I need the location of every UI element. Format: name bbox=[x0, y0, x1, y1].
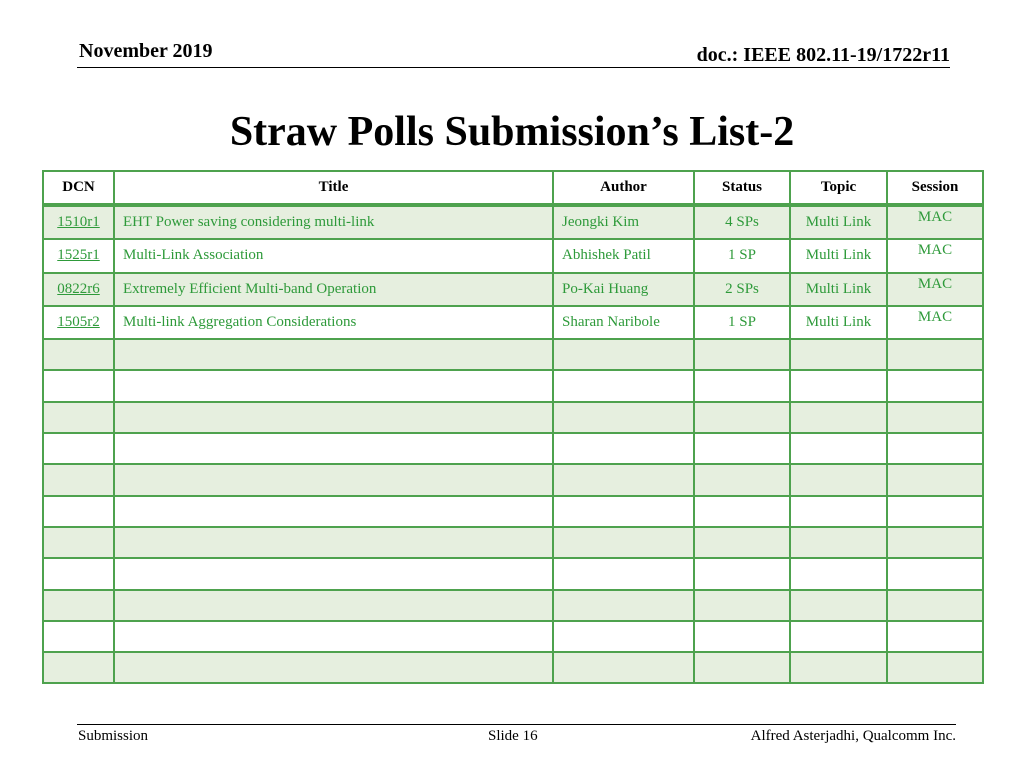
cell-status: 2 SPs bbox=[694, 273, 790, 306]
empty-cell bbox=[887, 652, 983, 683]
empty-cell bbox=[114, 496, 553, 527]
cell-author: Abhishek Patil bbox=[553, 239, 694, 272]
table-row bbox=[43, 239, 983, 272]
empty-table-row bbox=[43, 464, 983, 495]
column-header-session: Session bbox=[887, 171, 983, 205]
empty-cell bbox=[790, 527, 887, 558]
cell-topic: Multi Link bbox=[790, 273, 887, 306]
slide-title: Straw Polls Submission’s List-2 bbox=[229, 109, 795, 155]
cell-topic: Multi Link bbox=[790, 205, 887, 239]
table-row bbox=[43, 306, 983, 339]
empty-cell bbox=[887, 402, 983, 433]
empty-cell bbox=[790, 590, 887, 621]
cell-session: MAC bbox=[887, 273, 983, 306]
empty-cell bbox=[114, 402, 553, 433]
empty-cell bbox=[114, 370, 553, 401]
empty-cell bbox=[694, 558, 790, 589]
empty-cell bbox=[553, 433, 694, 464]
dcn-link[interactable]: 1525r1 bbox=[57, 247, 100, 264]
cell-status: 4 SPs bbox=[694, 205, 790, 239]
empty-table-row bbox=[43, 402, 983, 433]
empty-cell bbox=[43, 402, 114, 433]
empty-cell bbox=[790, 402, 887, 433]
empty-cell bbox=[887, 339, 983, 370]
table-header-row bbox=[43, 171, 983, 205]
empty-cell bbox=[553, 464, 694, 495]
empty-cell bbox=[553, 621, 694, 652]
empty-cell bbox=[114, 527, 553, 558]
cell-session: MAC bbox=[887, 239, 983, 272]
cell-author: Po-Kai Huang bbox=[553, 273, 694, 306]
empty-cell bbox=[43, 496, 114, 527]
empty-cell bbox=[553, 652, 694, 683]
header-divider bbox=[77, 67, 950, 68]
empty-cell bbox=[887, 527, 983, 558]
cell-author: Sharan Naribole bbox=[553, 306, 694, 339]
empty-cell bbox=[553, 527, 694, 558]
empty-table-row bbox=[43, 370, 983, 401]
empty-cell bbox=[43, 558, 114, 589]
empty-cell bbox=[694, 402, 790, 433]
empty-cell bbox=[114, 339, 553, 370]
empty-cell bbox=[694, 652, 790, 683]
column-header-topic: Topic bbox=[790, 171, 887, 205]
table-row bbox=[43, 273, 983, 306]
cell-session: MAC bbox=[887, 205, 983, 239]
header-doc-id: doc.: IEEE 802.11-19/1722r11 bbox=[696, 44, 950, 66]
empty-cell bbox=[790, 496, 887, 527]
empty-cell bbox=[694, 621, 790, 652]
column-header-status: Status bbox=[694, 171, 790, 205]
footer-divider bbox=[77, 724, 956, 725]
empty-cell bbox=[43, 527, 114, 558]
empty-cell bbox=[887, 590, 983, 621]
empty-table-row bbox=[43, 527, 983, 558]
empty-cell bbox=[43, 464, 114, 495]
empty-cell bbox=[114, 558, 553, 589]
empty-cell bbox=[694, 464, 790, 495]
empty-cell bbox=[114, 621, 553, 652]
footer-submission: Submission bbox=[78, 728, 149, 744]
empty-cell bbox=[694, 339, 790, 370]
empty-cell bbox=[790, 339, 887, 370]
empty-cell bbox=[887, 621, 983, 652]
empty-cell bbox=[694, 527, 790, 558]
empty-cell bbox=[114, 464, 553, 495]
cell-dcn bbox=[43, 273, 114, 306]
empty-cell bbox=[790, 652, 887, 683]
empty-cell bbox=[43, 339, 114, 370]
cell-dcn bbox=[43, 239, 114, 272]
empty-cell bbox=[790, 464, 887, 495]
cell-topic: Multi Link bbox=[790, 306, 887, 339]
footer-author: Alfred Asterjadhi, Qualcomm Inc. bbox=[750, 728, 956, 744]
empty-cell bbox=[114, 433, 553, 464]
empty-cell bbox=[887, 464, 983, 495]
cell-dcn bbox=[43, 205, 114, 239]
empty-cell bbox=[694, 370, 790, 401]
empty-cell bbox=[887, 433, 983, 464]
cell-title: Extremely Efficient Multi-band Operation bbox=[114, 273, 553, 306]
empty-table-row bbox=[43, 590, 983, 621]
empty-cell bbox=[887, 496, 983, 527]
cell-title: Multi-Link Association bbox=[114, 239, 553, 272]
cell-topic: Multi Link bbox=[790, 239, 887, 272]
dcn-link[interactable]: 1510r1 bbox=[57, 214, 100, 231]
cell-title: Multi-link Aggregation Considerations bbox=[114, 306, 553, 339]
empty-cell bbox=[790, 621, 887, 652]
column-header-author: Author bbox=[553, 171, 694, 205]
cell-author: Jeongki Kim bbox=[553, 205, 694, 239]
empty-cell bbox=[553, 370, 694, 401]
empty-cell bbox=[43, 370, 114, 401]
cell-title: EHT Power saving considering multi-link bbox=[114, 205, 553, 239]
empty-table-row bbox=[43, 433, 983, 464]
empty-table-row bbox=[43, 558, 983, 589]
empty-cell bbox=[694, 433, 790, 464]
empty-cell bbox=[553, 496, 694, 527]
footer-slide-number: Slide 16 bbox=[488, 728, 538, 744]
column-header-dcn: DCN bbox=[43, 171, 114, 205]
empty-cell bbox=[43, 652, 114, 683]
empty-cell bbox=[553, 402, 694, 433]
empty-cell bbox=[43, 590, 114, 621]
empty-cell bbox=[790, 558, 887, 589]
cell-dcn bbox=[43, 306, 114, 339]
empty-cell bbox=[43, 621, 114, 652]
empty-cell bbox=[114, 652, 553, 683]
table-row bbox=[43, 205, 983, 239]
empty-table-row bbox=[43, 621, 983, 652]
empty-cell bbox=[790, 433, 887, 464]
empty-cell bbox=[694, 590, 790, 621]
empty-cell bbox=[553, 558, 694, 589]
cell-status: 1 SP bbox=[694, 239, 790, 272]
empty-cell bbox=[887, 370, 983, 401]
submissions-table bbox=[42, 170, 984, 684]
empty-cell bbox=[553, 339, 694, 370]
header-date: November 2019 bbox=[79, 40, 213, 62]
empty-table-row bbox=[43, 339, 983, 370]
dcn-link[interactable]: 0822r6 bbox=[57, 280, 100, 297]
cell-session: MAC bbox=[887, 306, 983, 339]
empty-table-row bbox=[43, 652, 983, 683]
dcn-link[interactable]: 1505r2 bbox=[57, 314, 100, 331]
empty-cell bbox=[114, 590, 553, 621]
empty-cell bbox=[790, 370, 887, 401]
column-header-title: Title bbox=[114, 171, 553, 205]
cell-status: 1 SP bbox=[694, 306, 790, 339]
empty-cell bbox=[553, 590, 694, 621]
empty-cell bbox=[887, 558, 983, 589]
empty-cell bbox=[694, 496, 790, 527]
empty-cell bbox=[43, 433, 114, 464]
empty-table-row bbox=[43, 496, 983, 527]
